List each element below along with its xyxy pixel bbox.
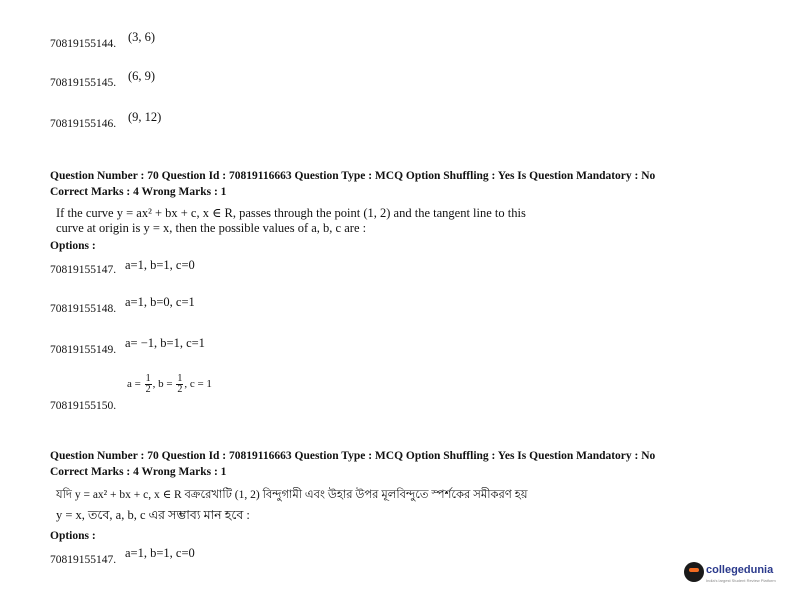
marks-line: Correct Marks : 4 Wrong Marks : 1 (50, 466, 227, 478)
option-text: (6, 9) (128, 69, 156, 83)
option-id: 70819155145. (50, 77, 117, 89)
options-label: Options : (50, 530, 96, 542)
option-text: a= −1, b=1, c=1 (125, 336, 205, 350)
question-text: curve at origin is y = x, then the possible values of a, b, c are : (56, 221, 367, 235)
fraction: $\frac{1}{2}$ (177, 373, 183, 395)
fraction: $\frac{1}{2}$ (145, 373, 151, 395)
option-text: (3, 6) (128, 30, 156, 44)
option-text: a=1, b=0, c=1 (125, 295, 195, 309)
options-label: Options : (50, 240, 96, 252)
graduate-icon (684, 562, 704, 582)
option-id: 70819155149. (50, 344, 117, 356)
question-text: y = x, তবে, a, b, c এর সম্ভাব্য মান হবে : (56, 508, 250, 522)
option-fraction-expression: a = $\frac{1}{2}$ , b = $\frac{1}{2}$ , c = 1 (127, 373, 212, 395)
option-id: 70819155147. (50, 264, 117, 276)
option-id: 70819155146. (50, 118, 117, 130)
question-header: Question Number : 70 Question Id : 70819116663 Question Type : MCQ Option Shuffling : Yes Is Question Mandatory : No (50, 450, 656, 462)
option-text: (9, 12) (128, 110, 162, 124)
option-id: 70819155147. (50, 554, 117, 566)
collegedunia-logo: collegedunia India's largest Student Review Platform (684, 560, 780, 588)
option-id: 70819155148. (50, 303, 117, 315)
option-text: a=1, b=1, c=0 (125, 258, 195, 272)
option-id: 70819155144. (50, 38, 117, 50)
option-id: 70819155150. (50, 400, 117, 412)
question-text: যদি y = ax² + bx + c, x ∈ R বক্ররেখাটি (1, 2) বিন্দুগামী এবং উহার উপর মূলবিন্দুতে স্পর্শকের সমীকরণ হয় (56, 489, 528, 501)
question-text: If the curve y = ax² + bx + c, x ∈ R, passes through the point (1, 2) and the tangent line to this (56, 206, 526, 220)
option-text: a=1, b=1, c=0 (125, 546, 195, 560)
marks-line: Correct Marks : 4 Wrong Marks : 1 (50, 186, 227, 198)
question-header: Question Number : 70 Question Id : 70819116663 Question Type : MCQ Option Shuffling : Yes Is Question Mandatory : No (50, 170, 656, 182)
